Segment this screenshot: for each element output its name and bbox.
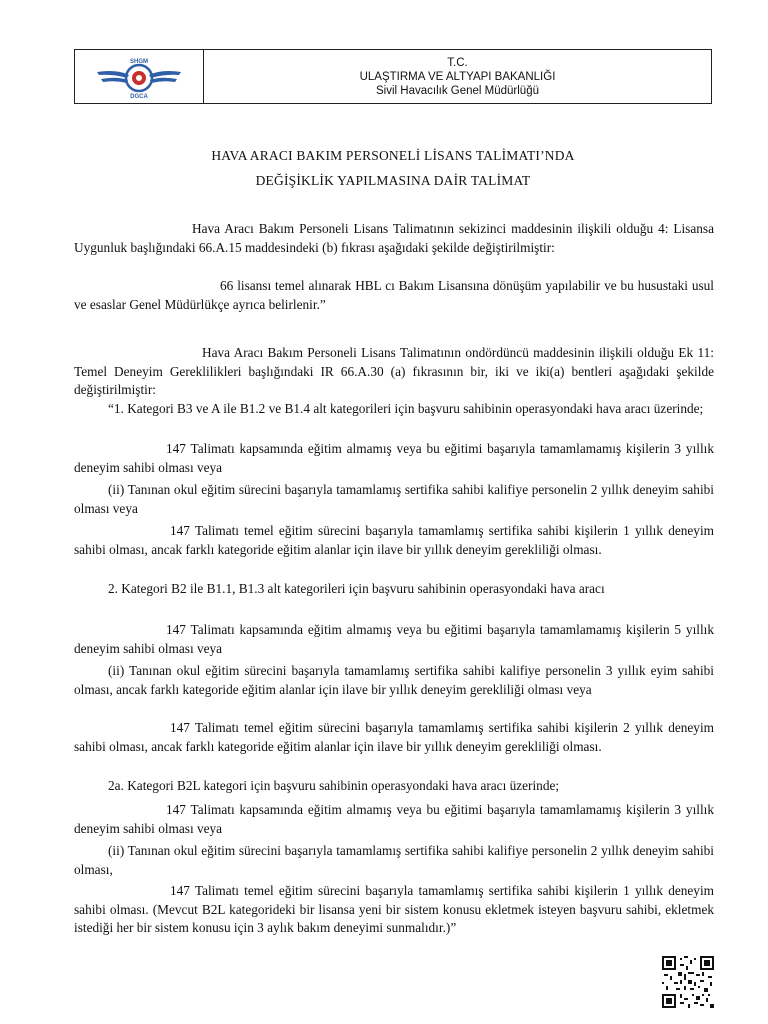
qr-code-icon bbox=[662, 956, 714, 1008]
dgca-logo-icon bbox=[91, 54, 187, 100]
paragraph-article-14-intro: Hava Aracı Bakım Personeli Lisans Talimatının ondördüncü maddesinin ilişkili olduğu Ek 11: Temel Deneyim Gereklilikleri başlığındaki IR 66.A.30 (a) fıkrasının bir, iki ve iki(a) bentleri aşağıdaki şekilde değiştirilmiştir: bbox=[74, 345, 714, 397]
document-title-line-2: DEĞİŞİKLİK YAPILMASINA DAİR TALİMAT bbox=[255, 173, 531, 188]
ministry-title-cell bbox=[204, 50, 711, 103]
paragraph-item-2-iii: 147 Talimatı temel eğitim sürecini başarıyla tamamlamış sertifika sahibi kişilerin 2 yıllık deneyim sahibi olması, ancak farklı kategoride eğitim alanlar için ilave bir yıllık deneyim gerekliliği olması. bbox=[74, 720, 714, 754]
document-header bbox=[74, 49, 712, 104]
paragraph-article-8-intro: Hava Aracı Bakım Personeli Lisans Talimatının sekizinci maddesinin ilişkili olduğu 4: Lisansa Uygunluk başlığındaki 66.A.15 maddesindeki (b) fıkrası aşağıdaki şekilde değiştirilmiştir: bbox=[74, 221, 714, 255]
paragraph-item-2-i: 147 Talimatı kapsamında eğitim almamış veya bu eğitimi başarıyla tamamlamamış kişilerin 5 yıllık deneyim sahibi olması veya bbox=[74, 622, 714, 656]
logo-top-text: SHGM bbox=[130, 58, 148, 65]
paragraph-item-2: 2. Kategori B2 ile B1.1, B1.3 alt kategorileri için başvuru sahibinin operasyondaki hava aracı bbox=[108, 581, 605, 596]
paragraph-article-8-text: 66 lisansı temel alınarak HBL cı Bakım Lisansına dönüşüm yapılabilir ve bu husustaki usul ve esaslar Genel Müdürlükçe ayrıca belirlenir.” bbox=[74, 278, 714, 312]
paragraph-item-1-iii: 147 Talimatı temel eğitim sürecini başarıyla tamamlamış sertifika sahibi kişilerin 1 yıllık deneyim sahibi olması, ancak farklı kategoride eğitim alanlar için ilave bir yıllık deneyim gerekliliği olması. bbox=[74, 523, 714, 557]
document-title-line-1: HAVA ARACI BAKIM PERSONELİ LİSANS TALİMATI’NDA bbox=[211, 148, 575, 163]
paragraph-item-2a-ii: (ii) Tanınan okul eğitim sürecini başarıyla tamamlamış sertifika sahibi kalifiye personelin 2 yıllık deneyim sahibi olması, bbox=[74, 843, 714, 877]
paragraph-item-2a-i: 147 Talimatı kapsamında eğitim almamış veya bu eğitimi başarıyla tamamlamamış kişilerin 3 yıllık deneyim sahibi olması veya bbox=[74, 802, 714, 836]
paragraph-item-2-ii: (ii) Tanınan okul eğitim sürecini başarıyla tamamlamış sertifika sahibi kalifiye personelin 3 yıllık eyim sahibi olması, ancak farklı kategoride eğitim alanlar için ilave bir yıllık deneyim gerekliliği olması veya bbox=[74, 663, 714, 697]
header-line-directorate: Sivil Havacılık Genel Müdürlüğü bbox=[376, 84, 539, 97]
paragraph-item-1-i: 147 Talimatı kapsamında eğitim almamış veya bu eğitimi başarıyla tamamlamamış kişilerin 3 yıllık deneyim sahibi olması veya bbox=[74, 441, 714, 475]
header-line-ministry: ULAŞTIRMA VE ALTYAPI BAKANLIĞI bbox=[359, 70, 556, 83]
logo-cell bbox=[75, 50, 204, 103]
paragraph-item-1: “1. Kategori B3 ve A ile B1.2 ve B1.4 alt kategorileri için başvuru sahibinin operasyondaki hava aracı üzerinde; bbox=[108, 401, 704, 416]
logo-bottom-text: DGCA bbox=[130, 93, 148, 100]
paragraph-item-1-ii: (ii) Tanınan okul eğitim sürecini başarıyla tamamlamış sertifika sahibi kalifiye personelin 2 yıllık deneyim sahibi olması veya bbox=[74, 482, 714, 516]
paragraph-item-2a-iii: 147 Talimatı temel eğitim sürecini başarıyla tamamlamış sertifika sahibi kişilerin 1 yıllık deneyim sahibi olması. (Mevcut B2L kategorideki bir lisansa yeni bir sistem konusu ekletmek isteyen başvuru sahibi, ekletmek istediği her bir sistem konusu için 3 aylık bakım deneyimi sunmalıdır.)” bbox=[74, 883, 714, 935]
header-line-tc: T.C. bbox=[447, 56, 468, 69]
paragraph-item-2a: 2a. Kategori B2L kategori için başvuru sahibinin operasyondaki hava aracı üzerinde; bbox=[108, 778, 560, 793]
